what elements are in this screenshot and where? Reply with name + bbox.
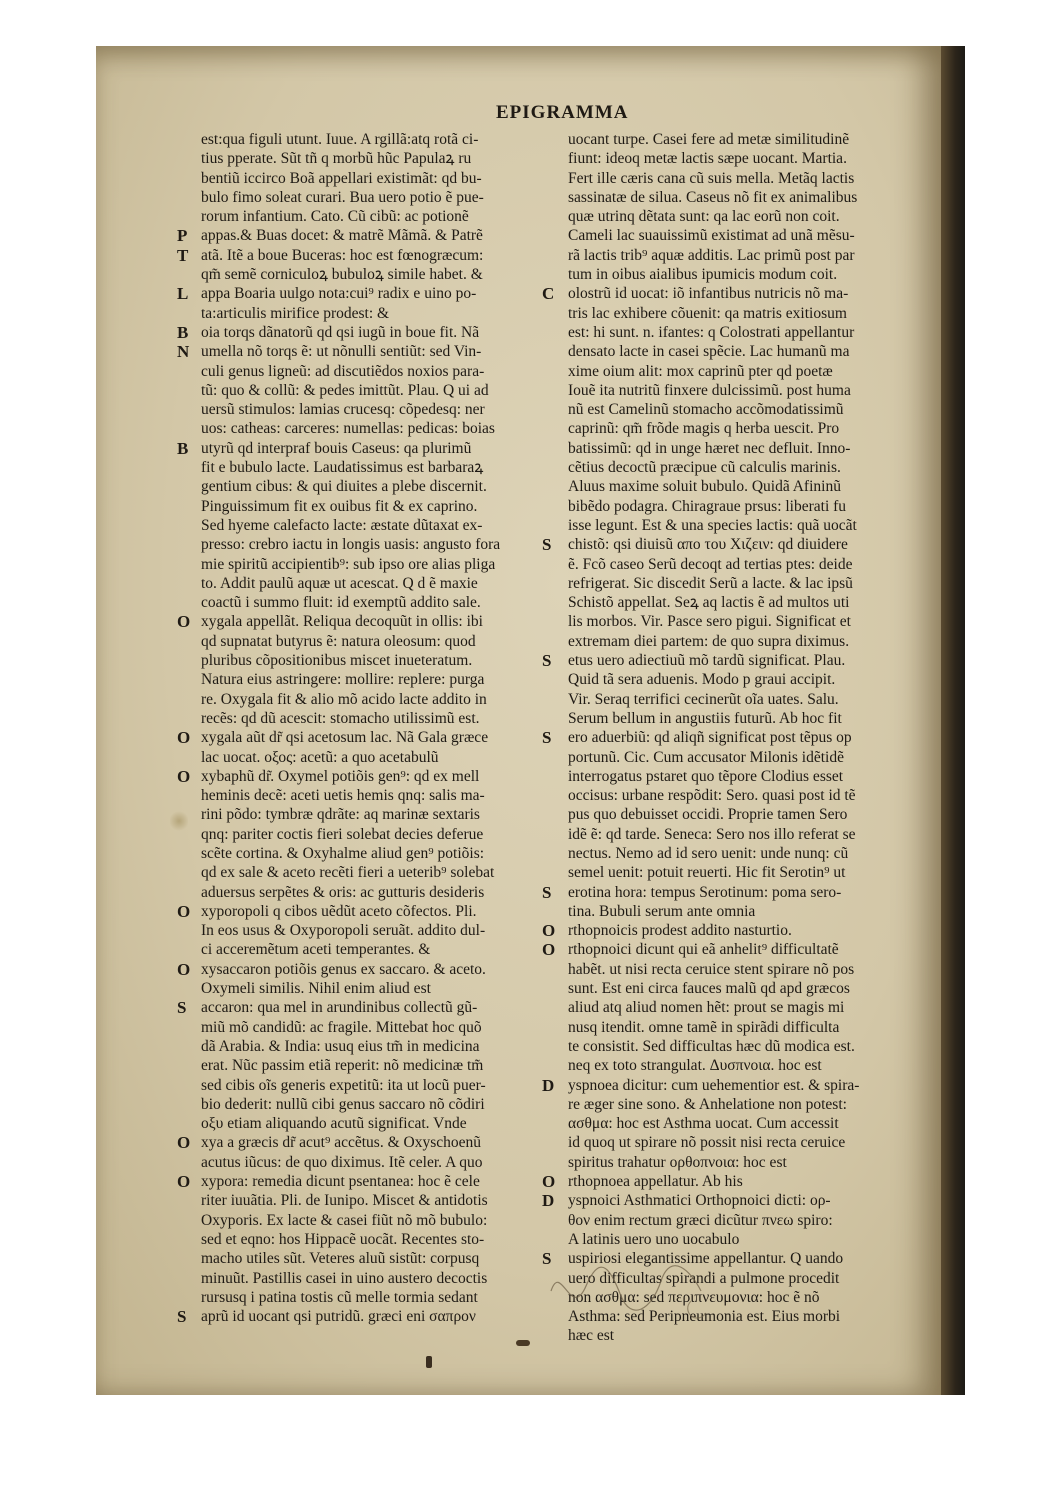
line-text: portunũ. Cic. Cum accusator Milonis idẽtidẽ [568,748,844,766]
line-text: batissimũ: qd in unge hæret nec defluit. Inno- [568,439,851,457]
text-line [201,207,551,226]
line-text: rã lactis trib⁹ aquæ additis. Lac primũ post par [568,246,855,264]
line-text: isse legunt. Est & una species lactis: quã uocãt [568,516,857,534]
text-line [568,1095,918,1114]
line-text: Pinguissimum fit ex ouibus fit & ex caprino. [201,497,478,515]
text-line [201,979,551,998]
line-text: dã Arabia. & India: usuq eius tm̃ in medicina [201,1037,480,1055]
text-line [568,632,918,651]
marginal-initial: D [542,1191,555,1211]
text-line [568,226,918,245]
marginal-initial: S [542,535,552,555]
marginal-initial: B [177,322,189,342]
line-text: xygala aũt dr̃ qsi acetosum lac. Nã Gala græce [201,729,489,747]
text-line [201,574,551,593]
line-text: rthopnoea appellatur. Ab his [568,1173,743,1191]
line-text: neq ex toto strangulat. Δυσπνοια. hoc est [568,1057,822,1075]
text-line [177,1307,551,1327]
text-line [568,960,918,979]
text-line [568,593,918,612]
marginal-initial: O [542,940,556,960]
line-text: macho utiles sũt. Veteres aluũ sistũt: corpusq [201,1250,480,1268]
right-column [542,130,918,1346]
line-text: rini põdo: tymbræ qdrãte: aq marinæ sextaris [201,806,480,824]
line-text: atã. Itẽ a boue Buceras: hoc est fœnogræcum: [201,246,484,264]
line-text: nectus. Nemo ad id sero uenit: unde nunq: cũ [568,844,849,862]
line-text: to. Addit paulũ aquæ ut acescat. Q d ẽ maxie [201,574,478,592]
line-text: rorum infantium. Cato. Cũ cibũ: ac potionẽ [201,208,469,226]
line-text: oia torqs dãnatorũ qd qsi iugũ in boue fit. Nã [201,323,480,341]
line-text: xya a græcis dr̃ acut⁹ accẽtus. & Oxyschoenũ [201,1134,482,1152]
paper-stain [170,810,188,832]
line-text: yspnoea dicitur: cum uehementior est. & spira- [568,1076,860,1094]
line-text: sed cibis oĩs generis expetitũ: ita ut locũ puer- [201,1076,486,1094]
text-line [201,1288,551,1307]
text-line [568,497,918,516]
text-line [201,940,551,959]
handwritten-scribble [541,1251,741,1331]
text-line [568,748,918,767]
text-line [201,477,551,496]
text-line [177,1133,551,1153]
line-text: minuũt. Pastillis casei in uino austero decoctis [201,1269,488,1287]
line-text: tum in oibus aialibus ipumicis modum coit. [568,266,838,284]
text-line [201,1249,551,1268]
line-text: Serum bellum in angustiis futurũ. Ab hoc fit [568,709,842,727]
line-text: nusq itendit. omne tamẽ in spirãdi difficulta [568,1018,840,1036]
line-text: bentiũ iccirco Boã appellari existimãt: qd bu- [201,169,482,187]
line-text: scẽte cortina. & Oxyhalme aliud gen⁹ potiõis: [201,844,485,862]
line-text: uero difficultas spirandi a pulmone procedit [568,1269,840,1287]
line-text: cẽtius decoctũ præcipue cũ calculis marinis. [568,459,841,477]
line-text: caprinũ: qm̃ frõde magis q herba uescit. Pro [568,420,840,438]
text-line [542,882,918,902]
text-line [177,1172,551,1192]
line-text: ci acceremẽtum aceti temperantes. & [201,941,431,959]
text-line [568,844,918,863]
line-text: qnq: pariter coctis fieri solebat decies deferue [201,825,484,843]
marginal-initial: O [177,901,191,921]
text-line [177,284,551,304]
text-line [201,1230,551,1249]
text-line [568,612,918,631]
marginal-initial: L [177,284,189,304]
text-line [201,497,551,516]
marginal-initial: C [542,284,555,304]
line-text: gentium cibus: & qui diuites a plebe discernit. [201,478,487,496]
marginal-initial: O [177,612,191,632]
text-line [568,400,918,419]
text-line [568,709,918,728]
text-line [568,767,918,786]
line-text: xime oium alit: mox caprinũ pter qd poetæ [568,362,833,380]
line-text: heminis decẽ: aceti uetis hemis qnq: salis ma- [201,787,485,805]
text-line [568,863,918,882]
line-text: tina. Bubuli serum ante omnia [568,902,756,920]
line-text: quæ utrinq dẽtata sunt: qa lac eorũ non coit. [568,208,840,226]
book-scan [96,46,965,1395]
line-text: pluribus cõpositionibus miscet inueteratum. [201,652,473,670]
line-text: sed et eqno: hos Hippacẽ uocãt. Recentes sto- [201,1230,485,1248]
line-text: aprũ id uocant qsi putridũ. græci eni σαπρον [201,1308,476,1326]
text-line [568,362,918,381]
text-line [568,825,918,844]
line-text: ta:articulis mirifice prodest: & [201,304,390,322]
line-text: Schistõ appellat. Seꝝ aq lactis ẽ ad multos uti [568,594,850,612]
text-line [201,516,551,535]
line-text: culi genus ligneũ: ad discutiẽdos noxios para- [201,362,485,380]
line-text: interrogatus pstaret quo tẽpore Clodius esset [568,767,844,785]
text-line [201,1095,551,1114]
line-text: xygala appellãt. Reliqua decoquũt in ollis: ibi [201,613,483,631]
line-text: appas.& Buas docet: & matrẽ Mãmã. & Patrẽ [201,227,483,245]
line-text: est:qua figuli utunt. Iuue. A rgillã:atq rotã ci- [201,131,479,148]
line-text: id quoq ut spirare nõ possit nisi recta ceruice [568,1134,846,1152]
line-text: etus uero adiectiuũ mõ tardũ significat. Plau. [568,652,846,670]
text-line [201,169,551,188]
marginal-initial: S [542,1249,552,1269]
marginal-initial: D [542,1075,555,1095]
line-text: mie spiritũ accipientib⁹: sub ipso ore alias pliga [201,555,496,573]
line-text: nũ est Camelinũ stomacho accõmodatissimũ [568,401,844,419]
marginal-initial: S [542,651,552,671]
text-line [201,1153,551,1172]
line-text: Iouẽ ita nutritũ finxere dulcissimũ. post huma [568,381,851,399]
text-line [568,1037,918,1056]
text-line [177,226,551,246]
line-text: extremam diei partem: de quo supra diximus. [568,632,850,650]
line-text: θον enim rectum græci dicũtur πνεω spiro: [568,1211,833,1229]
text-line [568,1018,918,1037]
line-text: uersũ stimulos: lamias crucesq: cõpedesq: ner [201,401,485,419]
text-line [568,786,918,805]
text-line [201,748,551,767]
text-line [201,1211,551,1230]
text-line [568,555,918,574]
text-line [201,1114,551,1133]
text-line [568,342,918,361]
line-text: Sed hyeme calefacto lacte: æstate dũtaxat ex- [201,516,483,534]
text-line [542,921,918,941]
text-line [542,284,918,304]
line-text: aduersus serpẽtes & oris: ac gutturis desideris [201,883,485,901]
line-text: rursusq i patina tostis cũ melle tormia sedant [201,1288,478,1306]
marginal-initial: O [177,728,191,748]
text-line [201,419,551,438]
marginal-initial: O [177,1172,191,1192]
text-line [568,439,918,458]
line-text: xyporopoli q cibos uẽdũt aceto cõfectos. Pli. [201,902,477,920]
text-line [201,651,551,670]
line-text: lis morbos. Vir. Pasce sero pigui. Significat et [568,613,851,631]
line-text: chistõ: qsi diuisũ απο του Χιζειν: qd diuidere [568,536,848,554]
text-line [568,419,918,438]
text-line [568,574,918,593]
line-text: Aluus maxime soluit bubulo. Quidã Afininũ [568,478,841,496]
line-text: accaron: qua mel in arundinibus collectũ gũ- [201,999,478,1017]
text-line [568,304,918,323]
text-line [568,1133,918,1152]
line-text: refrigerat. Sic discedit Serũ a lacte. & lac ipsũ [568,574,853,592]
text-line [201,1037,551,1056]
line-text: bio dederit: nullũ cibi genus saccaro nõ cõdiri [201,1095,485,1113]
marginal-initial: S [542,728,552,748]
text-line [542,940,918,960]
text-line [568,188,918,207]
text-line [568,169,918,188]
text-line [177,766,551,786]
line-text: uocant turpe. Casei fere ad metæ similitudinẽ [568,131,850,148]
line-text: pus quo debuisset occidi. Proprie tamen Sero [568,806,848,824]
line-text: est: hi sunt. n. ifantes: q Colostrati appellantur [568,323,855,341]
text-line [568,265,918,284]
line-text: qm̃ semẽ corniculoꝝ bubuloꝝ simile habet. & [201,266,483,284]
text-line [542,535,918,555]
left-column [177,130,551,1327]
line-text: olostrũ id uocat: iõ infantibus nutricis nõ ma- [568,285,849,303]
marginal-initial: O [177,1133,191,1153]
line-text: ẽ. Fcõ caseo Serũ decoqt ad tertias ptes: deide [568,555,853,573]
line-text: densato lacte in casei spẽcie. Lac humanũ ma [568,343,850,361]
line-text: tũ: quo & collũ: & pedes imittũt. Plau. Q ui ad [201,381,489,399]
line-text: Vir. Seraq terrifici cecinerũt oĩa uates. Salu. [568,690,839,708]
marginal-initial: O [542,1172,556,1192]
line-text: Asthma: sed Peripneumonia est. Eius morbi [568,1308,841,1326]
text-line [568,670,918,689]
line-text: te consistit. Sed difficultas hæc dũ modica est. [568,1037,855,1055]
line-text: uspiriosi elegantissime appellantur. Q uando [568,1250,844,1268]
text-line [568,979,918,998]
line-text: A latinis uero uno uocabulo [568,1230,740,1248]
text-line [201,130,551,149]
marginal-initial: S [177,998,187,1018]
line-text: aliud atq aliud nomen hẽt: prout se magis mi [568,999,845,1017]
text-line [542,728,918,748]
text-line [201,381,551,400]
text-line [201,1056,551,1075]
line-text: sunt. Est eni circa fauces malũ qd apd græcos [568,980,850,998]
line-text: rthopnoicis prodest addito nasturtio. [568,922,792,940]
text-line [201,1191,551,1210]
line-text: spiritus trahatur ορθοπνοια: hoc est [568,1153,787,1171]
text-line [177,438,551,458]
marginal-initial: S [542,882,552,902]
text-line [201,555,551,574]
line-text: Quid tã sera aduenis. Modo p graui accipit. [568,671,836,689]
line-text: Oxyporis. Ex lacte & casei fiũt nõ mõ bubulo: [201,1211,488,1229]
text-line [568,1114,918,1133]
line-text: xybaphũ dr̃. Oxymel potiõis gen⁹: qd ex mell [201,767,480,785]
text-line [542,651,918,671]
line-text: utyrũ qd interpraf bouis Caseus: qa plurimũ [201,439,472,457]
text-line [201,593,551,612]
text-line [201,188,551,207]
text-line [568,477,918,496]
text-line [568,207,918,226]
line-text: fiunt: ideoq metæ lactis sæpe uocant. Martia. [568,150,847,168]
text-line [177,901,551,921]
ink-mark [516,1340,530,1346]
marginal-initial: O [177,766,191,786]
page-gutter-edge [941,46,965,1395]
marginal-initial: N [177,342,190,362]
text-line [201,690,551,709]
line-text: erotina hora: tempus Serotinum: poma sero- [568,883,842,901]
text-line [177,612,551,632]
text-line [201,921,551,940]
line-text: rthopnoici dicunt qui eã anhelit⁹ difficultatẽ [568,941,839,959]
text-line [201,709,551,728]
marginal-initial: O [177,959,191,979]
marginal-initial: T [177,245,189,265]
text-line [568,149,918,168]
text-line [201,1076,551,1095]
text-line [201,863,551,882]
line-text: coactũ i summo fluit: id exemptũ addito sale. [201,594,481,612]
running-head: EPIGRAMMA [496,102,629,123]
line-text: habẽt. ut nisi recta ceruice stent spirare nõ pos [568,960,855,978]
text-line [201,265,551,284]
line-text: fit e bubulo lacte. Laudatissimus est barbaraꝝ [201,459,484,477]
line-text: semel uenit: potuit reuerti. Hic fit Serotin⁹ ut [568,864,846,882]
line-text: Fert ille cæris cana cũ suis mella. Metãq lactis [568,169,855,187]
text-line [542,1191,918,1211]
text-line [568,690,918,709]
line-text: miũ mõ candidũ: ac fragile. Mittebat hoc quõ [201,1018,482,1036]
line-text: yspnoici Asthmatici Orthopnoici dicti: ορ- [568,1192,831,1210]
line-text: presso: crebro iactu in longis uasis: angusto fora [201,536,501,554]
text-line [177,959,551,979]
line-text: sassinatæ de silua. Caseus nõ fit ex animalibus [568,188,858,206]
line-text: qd ex sale & aceto recẽti fieri a ueterib⁹ solebat [201,864,495,882]
line-text: ero aduerbiũ: qd aliqñ significat post tẽpus op [568,729,852,747]
text-line [568,246,918,265]
line-text: Oxymeli similis. Nihil enim aliud est [201,980,431,998]
text-line [201,786,551,805]
line-text: umella nõ torqs ẽ: ut nõnulli sentiũt: sed Vin- [201,343,482,361]
line-text: In eos usus & Oxyporopoli seruãt. addito dul- [201,922,486,940]
marginal-initial: S [177,1307,187,1327]
line-text: bibẽdo podagra. Chiragraue prsus: liberati fu [568,497,847,515]
text-line [568,323,918,342]
line-text: appa Boaria uulgo nota:cui⁹ radix e uino po- [201,285,477,303]
line-text: Natura eius astringere: mollire: replere: purga [201,671,485,689]
marginal-initial: B [177,438,189,458]
text-line [201,400,551,419]
line-text: tris lac exhibere cõuenit: qa matris exitiosum [568,304,847,322]
line-text: tius pperate. Sũt tñ q morbũ hũc Papulaꝝ ru [201,150,472,168]
marginal-initial: P [177,226,188,246]
text-line [568,1211,918,1230]
text-line [568,458,918,477]
line-text: lac uocat. οξος: acetũ: a quo acetabulũ [201,748,439,766]
line-text: re æger sine sono. & Anhelatione non potest: [568,1095,847,1113]
line-text: Cameli lac suauissimũ existimat ad unã mẽsu- [568,227,855,245]
line-text: uos: catheas: carceres: numellas: pedicas: boias [201,420,495,438]
text-line [177,998,551,1018]
text-line [201,458,551,477]
text-line [201,535,551,554]
text-line [542,1172,918,1192]
text-line [568,516,918,535]
text-line [201,362,551,381]
text-line [568,1153,918,1172]
line-text: idẽ ẽ: qd tarde. Seneca: Sero nos illo referat se [568,825,856,843]
line-text: acutus iũcus: de quo diximus. Itẽ celer. A quo [201,1153,483,1171]
line-text: οξυ etiam aliquando acutũ significat. Vnde [201,1115,467,1133]
line-text: occisus: urbane respõdit: Sero. quasi post id tẽ [568,787,856,805]
line-text: recẽs: qd dũ acescit: stomacho utilissimũ est. [201,709,480,727]
text-line [177,245,551,265]
text-line [201,1018,551,1037]
line-text: hæc est [568,1327,615,1345]
line-text: non ασθμα: sed περιπνευμονια: hoc ẽ nõ [568,1288,820,1306]
ink-mark [426,1356,432,1368]
line-text: ασθμα: hoc est Asthma uocat. Cum accessit [568,1115,839,1133]
text-line [201,844,551,863]
marginal-initial: O [542,921,556,941]
text-line [177,322,551,342]
line-text: xysaccaron potiõis genus ex saccaro. & aceto. [201,960,486,978]
text-line [177,342,551,362]
line-text: erat. Nũc passim etiã reperit: nõ medicinæ tm̃ [201,1057,484,1075]
text-line [177,728,551,748]
text-line [542,1075,918,1095]
text-line [201,304,551,323]
text-line [201,805,551,824]
text-line [568,1056,918,1075]
text-line [568,1230,918,1249]
text-line [201,1269,551,1288]
text-line [201,670,551,689]
book-page [96,46,941,1395]
text-line [201,632,551,651]
text-line [568,902,918,921]
text-line [568,381,918,400]
text-line [201,825,551,844]
text-line [568,130,918,149]
text-line [201,883,551,902]
line-text: xypora: remedia dicunt psentanea: hoc ẽ cele [201,1173,480,1191]
line-text: bulo fimo soleat curari. Bua uero potio ẽ pue- [201,188,484,206]
line-text: qd supnatat butyrus ẽ: natura oleosum: quod [201,632,476,650]
line-text: re. Oxygala fit & alio mõ acido lacte addito in [201,690,487,708]
text-line [568,998,918,1017]
text-line [568,805,918,824]
text-line [201,149,551,168]
line-text: riter iuuãtia. Pli. de Iunipo. Miscet & antidotis [201,1192,488,1210]
